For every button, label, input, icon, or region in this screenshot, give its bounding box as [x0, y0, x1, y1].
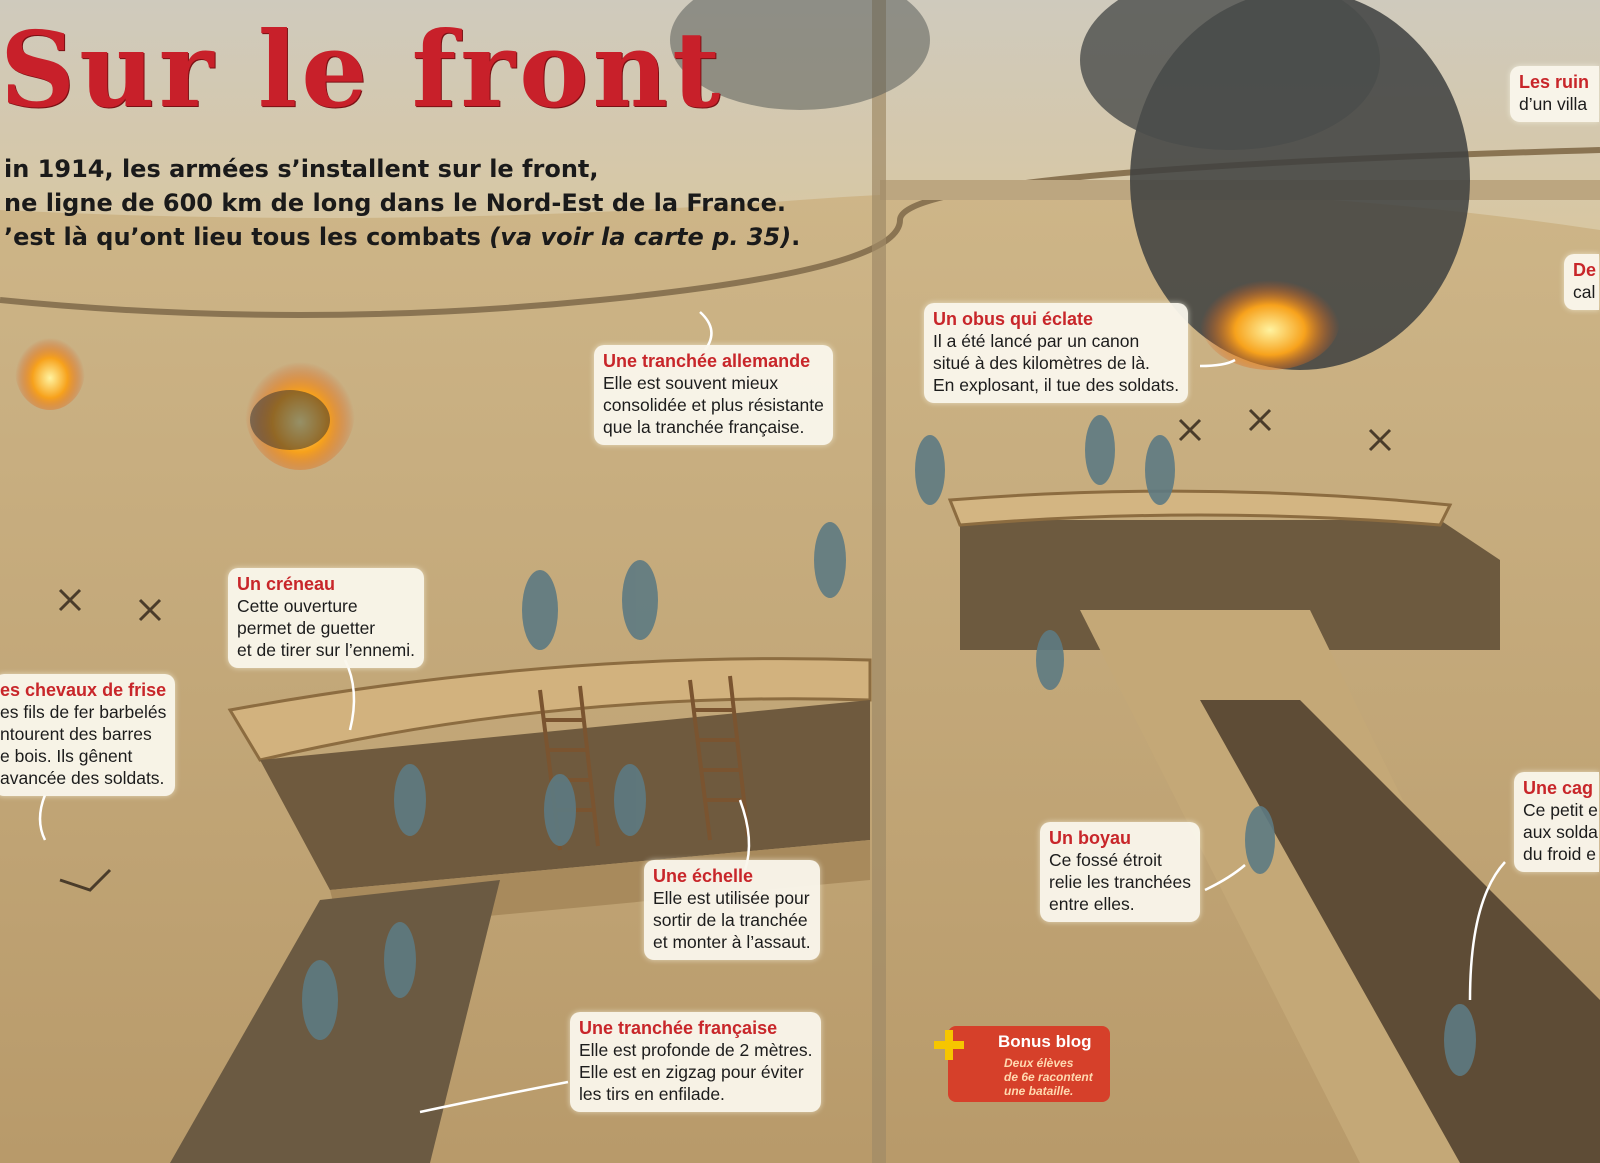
label-heading: es chevaux de frise — [0, 680, 167, 700]
label-line: Elle est utilisée pour — [653, 888, 810, 908]
label-cage — [1514, 772, 1599, 872]
plus-icon — [934, 1030, 964, 1060]
label-line: d’un villa — [1519, 94, 1588, 114]
label-line: Ce petit e — [1523, 800, 1598, 820]
label-ruines — [1510, 66, 1599, 122]
label-line: sortir de la tranchée — [653, 910, 808, 930]
label-heading: Un créneau — [237, 574, 336, 594]
label-heading: Les ruin — [1519, 72, 1590, 92]
label-line: relie les tranchées — [1049, 872, 1192, 892]
label-line: permet de guetter — [237, 618, 376, 638]
intro-line-3-end: . — [791, 223, 801, 251]
bonus-subtitle — [1004, 1056, 1104, 1098]
label-line: consolidée et plus résistante — [603, 395, 824, 415]
label-line: entre elles. — [1049, 894, 1135, 914]
label-line: et monter à l’assaut. — [653, 932, 811, 952]
label-tranchee-allemande — [594, 345, 833, 445]
label-line: es fils de fer barbelés — [0, 702, 167, 722]
label-boyau — [1040, 822, 1200, 922]
bonus-blog-badge — [948, 1026, 1110, 1102]
label-line: du froid e — [1523, 844, 1596, 864]
bonus-title: Bonus blog — [998, 1032, 1092, 1051]
label-line: e bois. Ils gênent — [0, 746, 133, 766]
label-line: aux solda — [1523, 822, 1598, 842]
bonus-line: Deux élèves — [1004, 1056, 1074, 1070]
label-line: En explosant, il tue des soldats. — [933, 375, 1180, 395]
label-line: Elle est en zigzag pour éviter — [579, 1062, 804, 1082]
label-heading: Une cag — [1523, 778, 1594, 798]
intro-text — [4, 152, 801, 254]
label-line: Ce fossé étroit — [1049, 850, 1162, 870]
label-line: Elle est souvent mieux — [603, 373, 779, 393]
label-line: Elle est profonde de 2 mètres. — [579, 1040, 813, 1060]
label-line: situé à des kilomètres de là. — [933, 353, 1150, 373]
label-line: les tirs en enfilade. — [579, 1084, 725, 1104]
label-line: que la tranchée française. — [603, 417, 805, 437]
intro-map-reference: (va voir la carte p. 35) — [489, 223, 792, 251]
label-line: avancée des soldats. — [0, 768, 165, 788]
label-heading: Une échelle — [653, 866, 754, 886]
label-heading: De — [1573, 260, 1597, 280]
page-title: Sur le front — [0, 8, 725, 131]
bonus-line: de 6e racontent — [1004, 1070, 1093, 1084]
label-heading: Un obus qui éclate — [933, 309, 1094, 329]
label-line: Cette ouverture — [237, 596, 358, 616]
label-heading: Une tranchée allemande — [603, 351, 811, 371]
label-creneau — [228, 568, 424, 668]
label-heading: Un boyau — [1049, 828, 1132, 848]
label-line: ntourent des barres — [0, 724, 152, 744]
label-heading: Une tranchée française — [579, 1018, 778, 1038]
intro-line-3-start: ’est là qu’ont lieu tous les combats — [4, 223, 490, 251]
label-chevaux-de-frise — [0, 674, 175, 796]
intro-line-1: in 1914, les armées s’installent sur le front, — [4, 155, 599, 183]
label-obus — [924, 303, 1188, 403]
intro-line-3 — [4, 220, 801, 254]
label-line: Il a été lancé par un canon — [933, 331, 1140, 351]
label-line: et de tirer sur l’ennemi. — [237, 640, 415, 660]
label-de-partial — [1564, 254, 1599, 310]
label-tranchee-francaise — [570, 1012, 821, 1112]
bonus-line: une bataille. — [1004, 1084, 1074, 1098]
intro-line-2: ne ligne de 600 km de long dans le Nord-Est de la France. — [4, 189, 787, 217]
label-echelle — [644, 860, 820, 960]
label-line: cal — [1573, 282, 1596, 302]
